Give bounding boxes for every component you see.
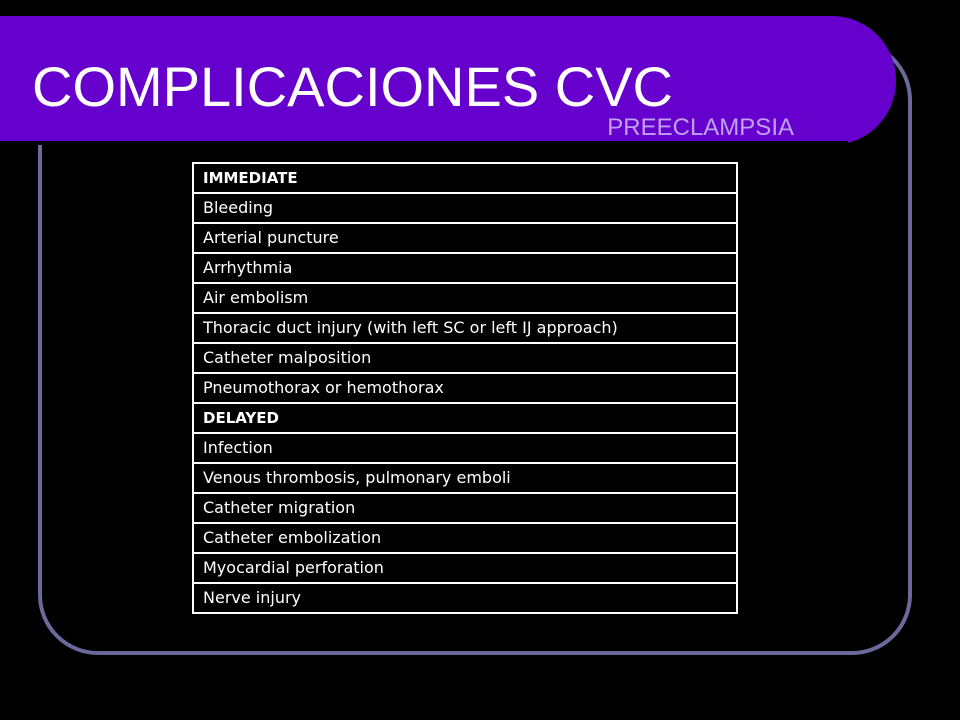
complication-cell: Pneumothorax or hemothorax xyxy=(194,373,736,403)
complication-cell: Venous thrombosis, pulmonary emboli xyxy=(194,463,736,493)
table-row xyxy=(194,433,736,463)
complication-cell: Myocardial perforation xyxy=(194,553,736,583)
table-row xyxy=(194,313,736,343)
title-banner xyxy=(0,16,896,145)
table-row xyxy=(194,523,736,553)
complication-cell: Nerve injury xyxy=(194,583,736,612)
complication-cell: Arterial puncture xyxy=(194,223,736,253)
table-row xyxy=(194,583,736,612)
complication-cell: Bleeding xyxy=(194,193,736,223)
complication-cell: Catheter embolization xyxy=(194,523,736,553)
complications-table-grid xyxy=(194,164,736,612)
complication-cell: Infection xyxy=(194,433,736,463)
table-row xyxy=(194,463,736,493)
table-row xyxy=(194,223,736,253)
section-header-cell: IMMEDIATE xyxy=(194,164,736,193)
complication-cell: Catheter migration xyxy=(194,493,736,523)
table-row xyxy=(194,253,736,283)
table-row xyxy=(194,283,736,313)
complication-cell: Thoracic duct injury (with left SC or left IJ approach) xyxy=(194,313,736,343)
section-header-row xyxy=(194,403,736,433)
table-row xyxy=(194,373,736,403)
complications-table xyxy=(192,162,738,614)
table-row xyxy=(194,343,736,373)
table-row xyxy=(194,493,736,523)
section-header-row xyxy=(194,164,736,193)
complication-cell: Catheter malposition xyxy=(194,343,736,373)
complication-cell: Arrhythmia xyxy=(194,253,736,283)
slide-title: COMPLICACIONES CVC xyxy=(32,55,673,118)
section-header-cell: DELAYED xyxy=(194,403,736,433)
complication-cell: Air embolism xyxy=(194,283,736,313)
slide-subtitle: PREECLAMPSIA xyxy=(607,114,794,141)
table-row xyxy=(194,553,736,583)
table-body xyxy=(194,164,736,612)
table-row xyxy=(194,193,736,223)
